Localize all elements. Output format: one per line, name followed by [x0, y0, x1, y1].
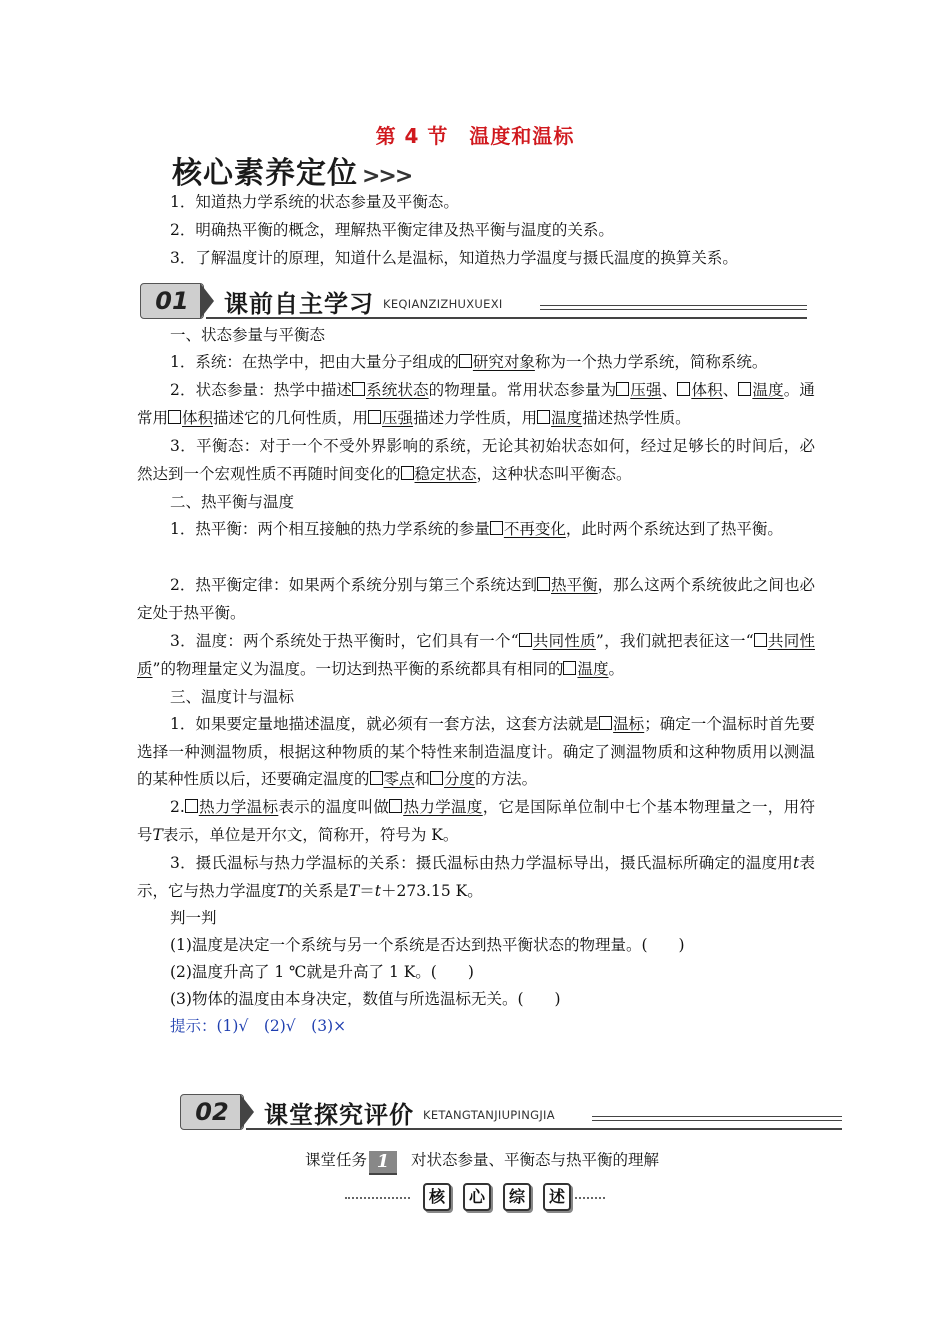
blank-box-icon: [370, 771, 383, 785]
review-char-box: 综: [503, 1183, 531, 1211]
blank-box-icon: [389, 799, 402, 813]
core-literacy-heading: [172, 148, 411, 192]
blank-box-icon: [430, 771, 443, 785]
paragraph-temperature: 3．温度：两个系统处于热平衡时，它们具有一个“ 共同性质”，我们就把表征这一“ 共同性质”的物理量定义为温度。一切达到热平衡的系统都具有相同的 温度。: [137, 632, 815, 678]
subheading-2: 二、热平衡与温度: [170, 493, 295, 511]
banner-rule: [246, 1128, 842, 1130]
core-review-header: [345, 1183, 605, 1213]
judge-question-1: (1)温度是决定一个系统与另一个系统是否达到热平衡状态的物理量。( ): [170, 936, 685, 954]
class-task-heading: [305, 1148, 659, 1175]
blank-box-icon: [599, 716, 612, 730]
blank-box-icon: [563, 661, 576, 675]
section-number: 02: [180, 1094, 244, 1130]
judge-question-3: (3)物体的温度由本身决定，数值与所选温标无关。( ): [170, 990, 561, 1008]
judge-question-2: (2)温度升高了 1 ℃就是升高了 1 K。( ): [170, 963, 474, 981]
judge-hint: 提示：(1)√ (2)√ (3)×: [170, 1017, 347, 1035]
blank-box-icon: [519, 633, 532, 647]
review-char-box: 核: [423, 1183, 451, 1211]
section-pinyin: KEQIANZIZHUXUEXI: [383, 297, 503, 311]
task-prefix: 课堂任务: [305, 1151, 368, 1169]
paragraph-thermal-equilibrium: 1．热平衡：两个相互接触的热力学系统的参量 不再变化，此时两个系统达到了热平衡。: [170, 520, 783, 538]
banner-arrow-icon: [240, 1094, 254, 1130]
lesson-title: 第 4 节 温度和温标: [375, 124, 575, 148]
section-banner-01: [140, 283, 807, 323]
judge-heading: 判一判: [170, 909, 217, 927]
blank-box-icon: [738, 382, 751, 396]
blank-box-icon: [677, 382, 690, 396]
review-char-box: 述: [543, 1183, 571, 1211]
paragraph-system: 1．系统：在热学中，把由大量分子组成的 研究对象称为一个热力学系统，简称系统。: [170, 353, 768, 371]
section-number: 01: [140, 283, 204, 319]
core-item-2: 2．明确热平衡的概念，理解热平衡定律及热平衡与温度的关系。: [170, 221, 614, 239]
section-label: 课前自主学习: [224, 290, 374, 318]
dotted-rule: [570, 1197, 605, 1199]
paragraph-state-params: 2．状态参量：热学中描述 系统状态的物理量。常用状态参量为 压强、 体积、 温度。通常用 体积描述它的几何性质，用 压强描述力学性质，用 温度描述热学性质。: [137, 381, 815, 427]
banner-rule: [592, 1120, 842, 1121]
subheading-1: 一、状态参量与平衡态: [170, 326, 326, 344]
blank-box-icon: [537, 577, 550, 591]
blank-box-icon: [537, 410, 550, 424]
blank-box-icon: [490, 521, 503, 535]
blank-box-icon: [459, 354, 472, 368]
review-char-box: 心: [463, 1183, 491, 1211]
paragraph-temperature-scale: 1．如果要定量地描述温度，就必须有一套方法，这套方法就是 温标；确定一个温标时首先要选择一种测温物质，根据这种物质的某个特性来制造温度计。确定了测温物质和这种物质用以测温的某种性质以后，还要确定温度的 零点和 分度的方法。: [137, 715, 815, 788]
section-label: 课堂探究评价: [264, 1101, 414, 1129]
chevrons-icon: >>>: [362, 164, 412, 189]
banner-rule: [206, 317, 807, 319]
blank-box-icon: [168, 410, 181, 424]
subheading-3: 三、温度计与温标: [170, 688, 295, 706]
banner-rule: [540, 309, 807, 310]
section-banner-02: [180, 1094, 842, 1134]
core-literacy-heading-text: 核心素养定位: [172, 156, 358, 191]
blank-box-icon: [401, 466, 414, 480]
task-text: 对状态参量、平衡态与热平衡的理解: [411, 1151, 660, 1169]
paragraph-celsius-relation: 3．摄氏温标与热力学温标的关系：摄氏温标由热力学温标导出，摄氏温标所确定的温度用t表示，它与热力学温度T的关系是T＝t＋273.15 K。: [137, 854, 815, 900]
banner-arrow-icon: [200, 283, 214, 319]
dotted-rule: [345, 1197, 410, 1199]
paragraph-equilibrium: 3．平衡态：对于一个不受外界影响的系统，无论其初始状态如何，经过足够长的时间后，必然达到一个宏观性质不再随时间变化的 稳定状态，这种状态叫平衡态。: [137, 437, 815, 483]
blank-box-icon: [616, 382, 629, 396]
blank-box-icon: [754, 633, 767, 647]
banner-rule: [592, 1116, 842, 1117]
task-number-badge: 1: [369, 1151, 397, 1175]
blank-box-icon: [185, 799, 198, 813]
paragraph-thermodynamic-temperature: 2. 热力学温标表示的温度叫做 热力学温度，它是国际单位制中七个基本物理量之一，用符号T表示，单位是开尔文，简称开，符号为 K。: [137, 798, 815, 844]
blank-box-icon: [352, 382, 365, 396]
banner-rule: [540, 305, 807, 306]
core-item-3: 3．了解温度计的原理，知道什么是温标，知道热力学温度与摄氏温度的换算关系。: [170, 249, 738, 267]
blank-box-icon: [368, 410, 381, 424]
paragraph-equilibrium-law: 2．热平衡定律：如果两个系统分别与第三个系统达到 热平衡，那么这两个系统彼此之间也必定处于热平衡。: [137, 576, 815, 622]
section-pinyin: KETANGTANJIUPINGJIA: [423, 1108, 555, 1122]
core-item-1: 1．知道热力学系统的状态参量及平衡态。: [170, 193, 459, 211]
